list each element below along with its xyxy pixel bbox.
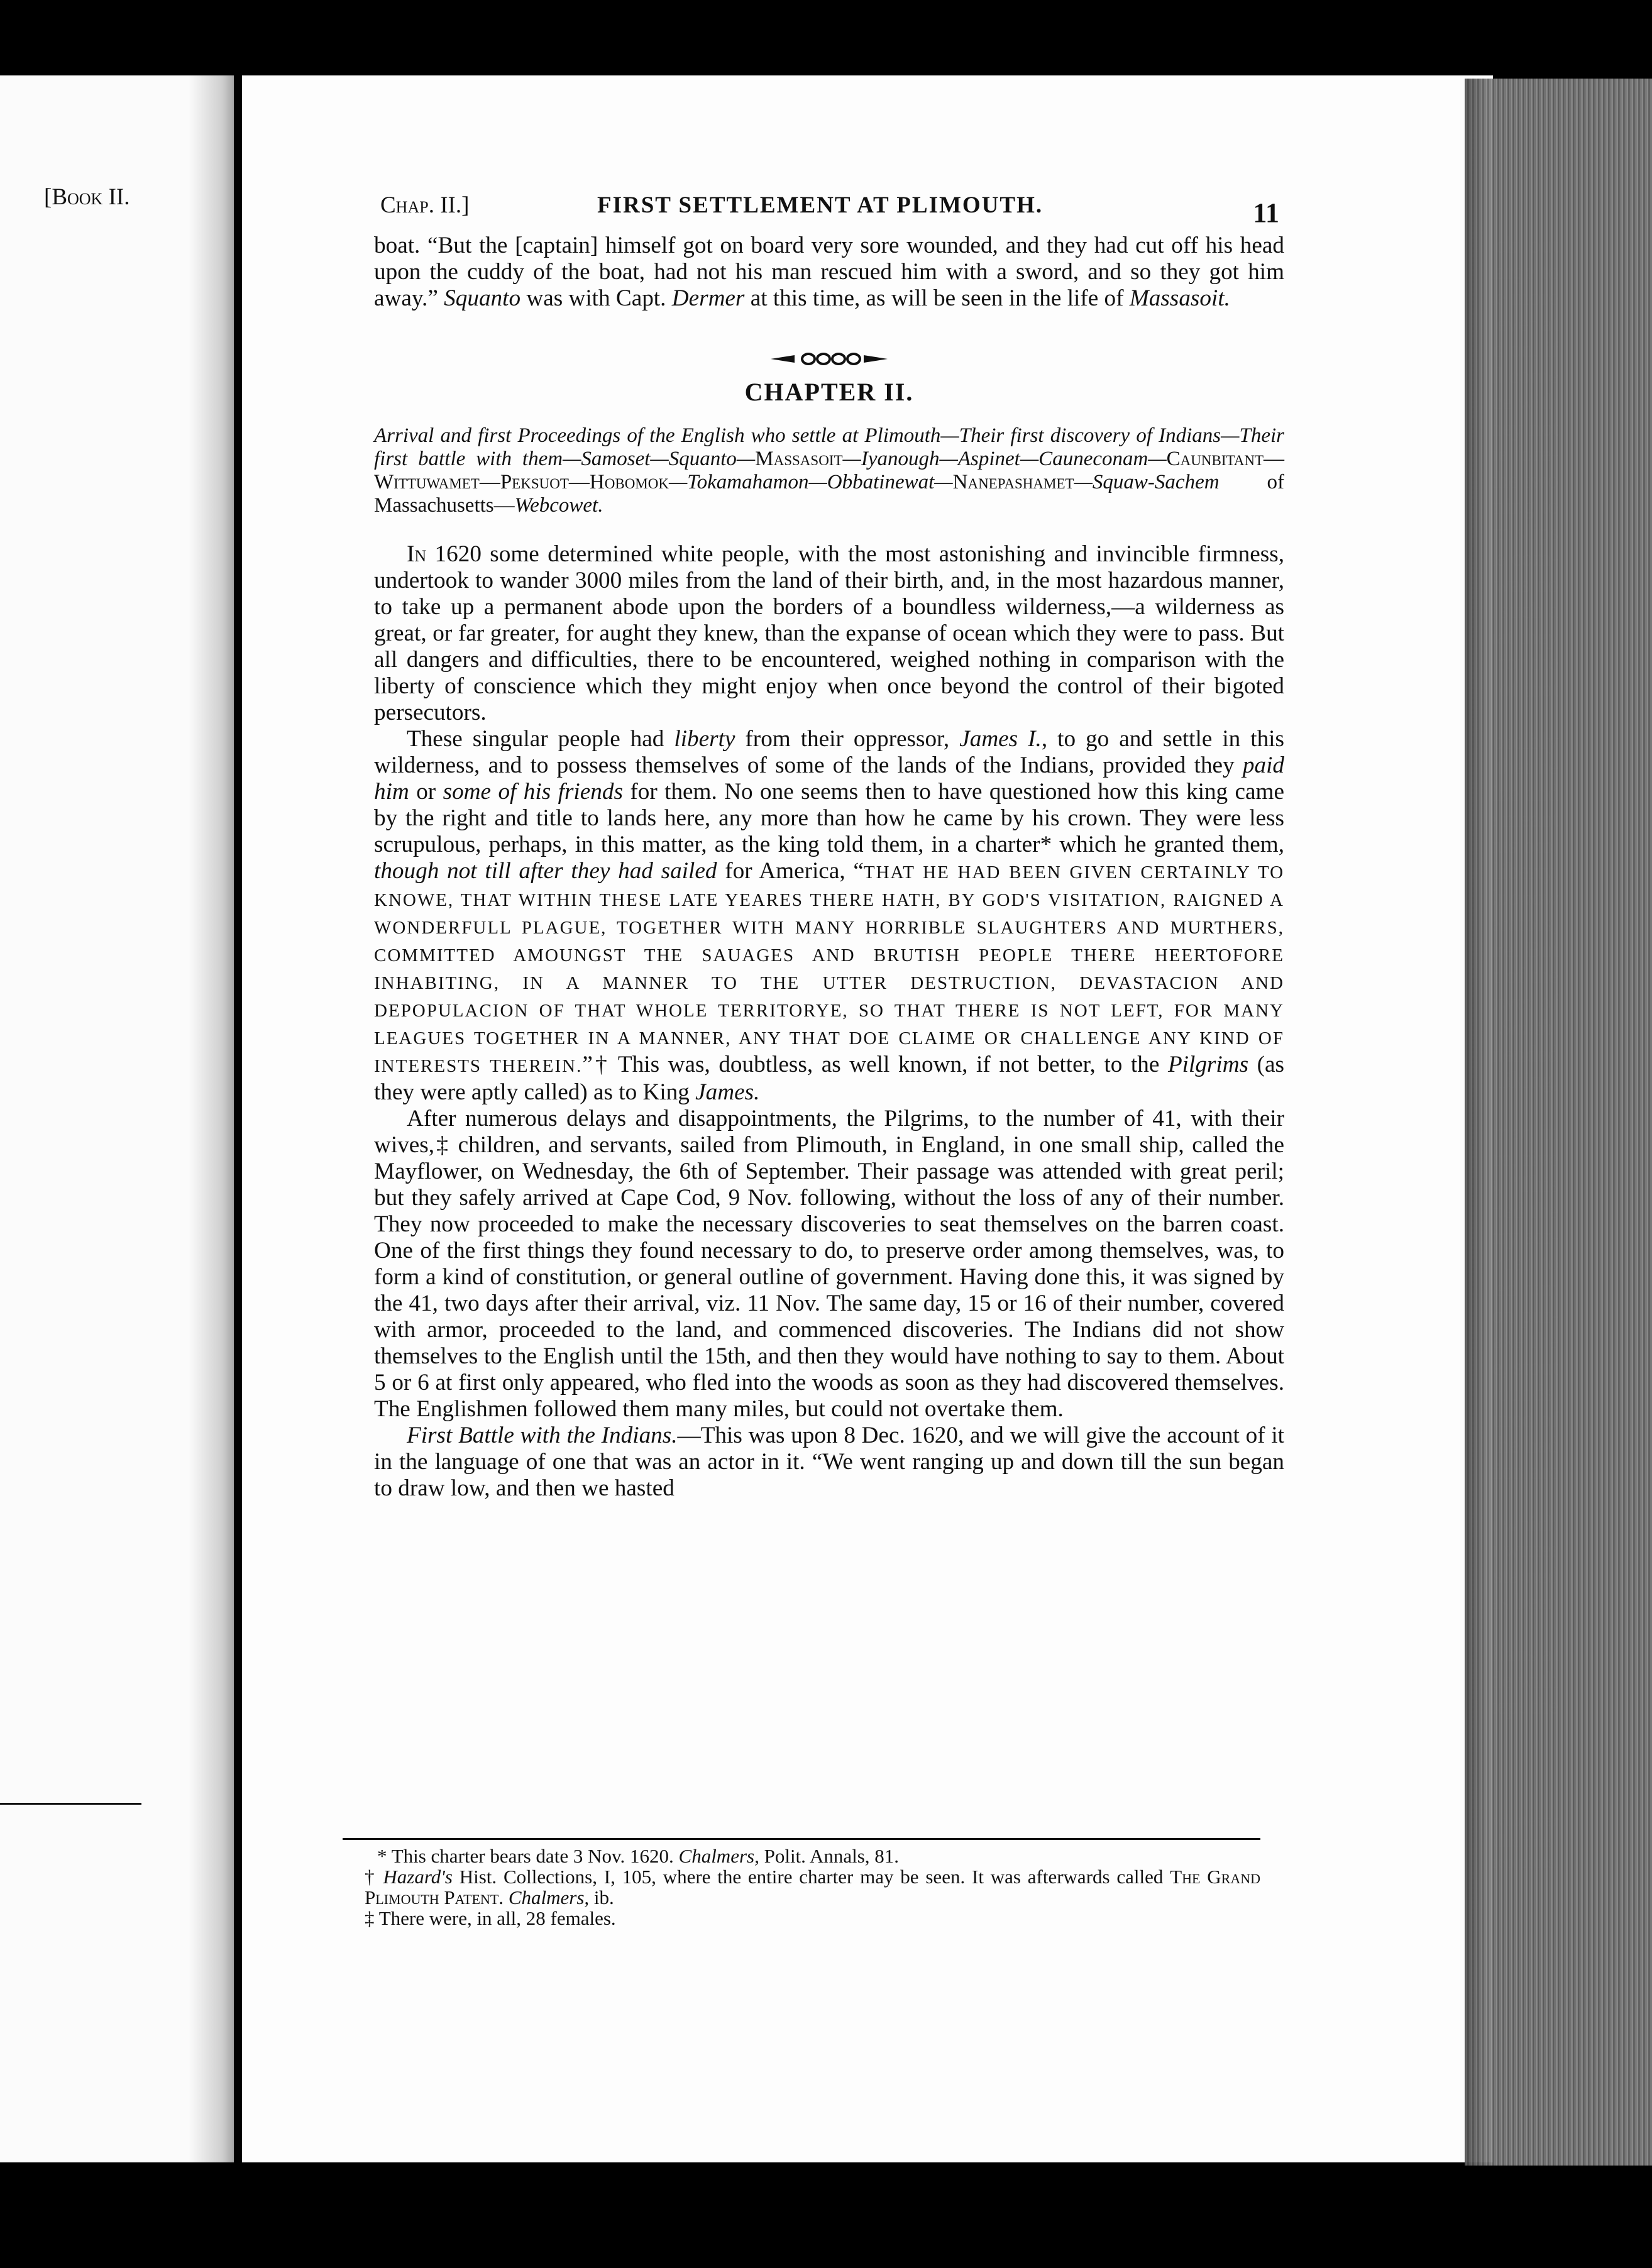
left-running-head: [Book II. (44, 184, 130, 210)
paragraph-3: After numerous delays and disappointments, the Pilgrims, to the number of 41, with their wives,‡ children, and servants, sailed from Plimouth, in England, in one small ship, called the Mayflower, on Wednesday, the 6th of September. Their passage was attended with great peril; but they safely arrived at Cape Cod, 9 Nov. following, without the loss of any of their number. They now proceeded to make the necessary discoveries to seat themselves on the barren coast. One of the first things they found necessary to do, to preserve order among themselves, was, to form a kind of constitution, or general outline of government. Having done this, it was signed by the 41, two days after their arrival, viz. 11 Nov. The same day, 15 or 16 of their number, covered with armor, proceeded to the land, and commenced discoveries. The Indians did not show themselves to the English until the 15th, and then they would have nothing to say to them. About 5 or 6 at first only appeared, who fled into the woods as soon as they had discovered themselves. The Englishmen followed them many miles, but could not overtake them. (374, 1106, 1284, 1422)
running-head-chapter: Chap. II.] (380, 192, 470, 218)
paragraph-2: These singular people had liberty from their oppressor, James I., to go and settle in this wilderness, and to possess themselves of some of the lands of the Indians, provided they paid him or some of his friends for them. No one seems then to have questioned how this king came by the right and title to lands here, any more than how he came by his crown. They were less scrupulous, perhaps, in this matter, as the king told them, in a charter* which he granted them, though not till after they had sailed for America, “THAT HE HAD BEEN GIVEN CERTAINLY TO KNOWE, THAT WITHIN THESE LATE YEARES THERE HATH, BY GOD'S VISITATION, RAIGNED A WONDERFULL PLAGUE, TOGETHER WITH MANY HORRIBLE SLAUGHTERS AND MURTHERS, COMMITTED AMOUNGST THE SAUAGES AND BRUTISH PEOPLE THERE HEERTOFORE INHABITING, IN A MANNER TO THE UTTER DESTRUCTION, DEVASTACION AND DEPOPULACION OF THAT WHOLE TERRITORYE, SO THAT THERE IS NOT LEFT, FOR MANY LEAGUES TOGETHER IN A MANNER, ANY THAT DOE CLAIME OR CHALLENGE ANY KIND OF INTERESTS THEREIN.”† This was, doubtless, as well known, if not better, to the Pilgrims (as they were aptly called) as to King James. (374, 726, 1285, 1105)
chapter-title: CHAPTER II. (744, 378, 914, 406)
footnote-2: † Hazard's Hist. Collections, I, 105, where the entire charter may be seen. It was afterwards called The Grand Plimouth Patent. Chalmers, ib. (365, 1866, 1260, 1908)
left-gutter-shadow (189, 75, 245, 2162)
running-head (380, 192, 1279, 228)
page-content (374, 233, 1284, 1502)
ornament-divider (374, 351, 1284, 367)
paragraph-1: In 1620 some determined white people, with the most astonishing and invincible firmness, undertook to wander 3000 miles from the land of their birth, and, in the most hazardous manner, to take up a permanent abode upon the borders of a boundless wilderness,—a wilderness as great, or far greater, for aught they knew, than the expanse of ocean which they were to pass. But all dangers and difficulties, there to be encountered, weighed nothing in comparison with the liberty of conscience which they might enjoy when once beyond the control of their bigoted persecutors. (374, 541, 1284, 725)
paragraph-4: First Battle with the Indians.—This was upon 8 Dec. 1620, and we will give the account of it in the language of one that was an actor in it. “We went ranging up and down till the sun began to draw low, and then we hasted (374, 1423, 1284, 1501)
page-number: 11 (1253, 197, 1279, 228)
footnote-rule (343, 1838, 1260, 1840)
opening-paragraph: boat. “But the [captain] himself got on board very sore wounded, and they had cut off his head upon the cuddy of the boat, had not his man rescued him with a sword, and so they got him away.” Squanto was with Capt. Dermer at this time, as will be seen in the life of Massasoit. (374, 233, 1284, 311)
footnotes (352, 1846, 1260, 1929)
page-edges (1465, 79, 1652, 2166)
running-head-title: FIRST SETTLEMENT AT PLIMOUTH. (597, 192, 1044, 218)
chapter-body (374, 541, 1284, 1502)
page-edge-shadow (1465, 79, 1490, 2166)
left-footnote-rule (0, 1803, 141, 1805)
chapter-synopsis: Arrival and first Proceedings of the English who settle at Plimouth—Their first discovery of Indians—Their first battle with them—Samoset—Squanto—Massasoit—Iyanough—Aspinet—Cauneconam—Caunbitant—Wittuwamet—Peksuot—Hobomok—Tokamahamon—Obbatinewat—Nanepashamet—Squaw-Sachem of Massachusetts—Webcowet. (374, 424, 1284, 517)
footnote-3: ‡ There were, in all, 28 females. (365, 1907, 616, 1929)
footnote-1: * This charter bears date 3 Nov. 1620. Chalmers, Polit. Annals, 81. (377, 1845, 900, 1867)
charter-quote: THAT HE HAD BEEN GIVEN CERTAINLY TO KNOWE, THAT WITHIN THESE LATE YEARES THERE HATH, BY GOD'S VISITATION, RAIGNED A WONDERFULL PLAGUE, TOGETHER WITH MANY HORRIBLE SLAUGHTERS AND MURTHERS, COMMITTED AMOUNGST THE SAUAGES AND BRUTISH PEOPLE THERE HEERTOFORE INHABITING, IN A MANNER TO THE UTTER DESTRUCTION, DEVASTACION AND DEPOPULACION OF THAT WHOLE TERRITORYE, SO THAT THERE IS NOT LEFT, FOR MANY LEAGUES TOGETHER IN A MANNER, ANY THAT DOE CLAIME OR CHALLENGE ANY KIND OF INTERESTS THEREIN. (374, 862, 1285, 1076)
